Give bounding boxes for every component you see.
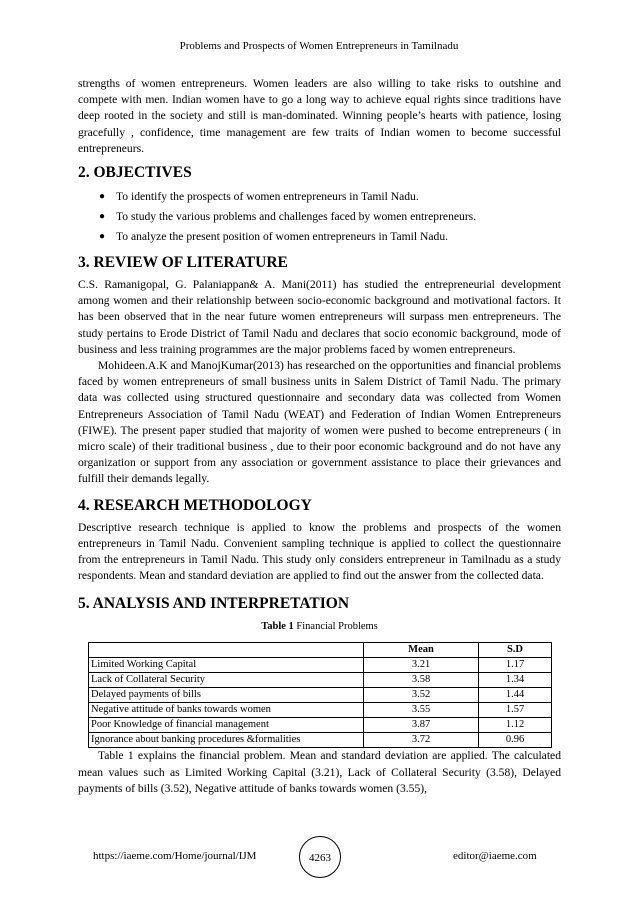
analysis-heading: 5. ANALYSIS AND INTERPRETATION <box>78 595 350 613</box>
objective-text: To study the various problems and challenges faced by women entrepreneurs. <box>116 210 477 224</box>
row-label: Ignorance about banking procedures &formalities <box>89 733 364 748</box>
objective-item <box>99 187 561 207</box>
table-row <box>89 703 552 718</box>
mean-cell: 3.52 <box>364 688 479 703</box>
mean-cell: 3.87 <box>364 718 479 733</box>
bullet-icon: ● <box>99 191 106 203</box>
column-header <box>89 643 364 658</box>
table-row <box>89 688 552 703</box>
table-row <box>89 658 552 673</box>
sd-cell: 0.96 <box>479 733 552 748</box>
column-header: S.D <box>479 643 552 658</box>
objectives-list <box>78 187 561 247</box>
bullet-icon: ● <box>99 211 106 223</box>
table-caption-title: Financial Problems <box>293 621 378 633</box>
sd-cell: 1.12 <box>479 718 552 733</box>
mean-cell: 3.55 <box>364 703 479 718</box>
page-number: 4263 <box>299 836 341 878</box>
row-label: Negative attitude of banks towards women <box>89 703 364 718</box>
table-row <box>89 673 552 688</box>
mean-cell: 3.58 <box>364 673 479 688</box>
objective-item <box>99 227 561 247</box>
table-explanation-paragraph: Table 1 explains the financial problem. Mean and standard deviation are applied. The calculated mean values such as Limited Working Capital (3.21), Lack of Collateral Security (3.58), Delayed payments of bills (3.52), Negative attitude of banks towards women (3.55), <box>78 749 561 795</box>
sd-cell: 1.57 <box>479 703 552 718</box>
journal-url-link[interactable]: https://iaeme.com/Home/journal/IJM <box>93 850 257 862</box>
running-head: Problems and Prospects of Women Entrepreneurs in Tamilnadu <box>179 40 459 52</box>
mean-cell: 3.21 <box>364 658 479 673</box>
methodology-heading: 4. RESEARCH METHODOLOGY <box>78 496 312 514</box>
page-content <box>78 76 561 797</box>
table-caption-label: Table 1 <box>261 621 294 633</box>
page-footer <box>0 836 638 876</box>
table-row <box>89 718 552 733</box>
literature-heading: 3. REVIEW OF LITERATURE <box>78 254 288 272</box>
table-row <box>89 733 552 748</box>
table-header-row <box>89 643 552 658</box>
objective-item <box>99 207 561 227</box>
literature-paragraph: Mohideen.A.K and ManojKumar(2013) has researched on the opportunities and financial problems faced by women entrepreneurs of small business units in Salem District of Tamil Nadu. The primary data was collected using structured questionnaire and secondary data was collected from Women Entrepreneurs Association of Tamil Nadu (WEAT) and Federation of Indian Women Entrepreneurs (FIWE). The present paper studied that majority of women were pushed to become entrepreneurs ( in micro scale) of their traditional business , due to their poor economic background and do not have any organization or support from any association or government assistance to place their grievances and fulfill their demands legally. <box>78 359 561 486</box>
mean-cell: 3.72 <box>364 733 479 748</box>
sd-cell: 1.34 <box>479 673 552 688</box>
table-caption <box>78 620 561 634</box>
financial-problems-table <box>88 642 552 748</box>
row-label: Limited Working Capital <box>89 658 364 673</box>
row-label: Delayed payments of bills <box>89 688 364 703</box>
methodology-paragraph: Descriptive research technique is applied to know the problems and prospects of the women entrepreneurs in Tamil Nadu. Convenient sampling technique is applied to collect the questionnaire from the entrepreneurs in Tamil Nadu. This study only considers entrepreneur in Tamilnadu as a study respondents. Mean and standard deviation are applied to find out the answer from the collected data. <box>78 520 561 583</box>
bullet-icon: ● <box>99 231 106 243</box>
intro-paragraph: strengths of women entrepreneurs. Women leaders are also willing to take risks to outshine and compete with men. Indian women have to go a long way to achieve equal rights since traditions have deep rooted in the society and still is man-dominated. Winning people’s hearts with patience, losing gracefully , confidence, time management are few traits of Indian women to become successful entrepreneurs. <box>78 77 561 155</box>
row-label: Poor Knowledge of financial management <box>89 718 364 733</box>
sd-cell: 1.44 <box>479 688 552 703</box>
objective-text: To identify the prospects of women entrepreneurs in Tamil Nadu. <box>116 190 419 204</box>
objectives-heading: 2. OBJECTIVES <box>78 164 192 182</box>
literature-paragraph: C.S. Ramanigopal, G. Palaniappan& A. Mani(2011) has studied the entrepreneurial development among women and their relationship between socio-economic background and motivational factors. It has been observed that in the near future women entrepreneurs will surpass men entrepreneurs. The study pertains to Erode District of Tamil Nadu and declares that socio economic background, mode of business and less training programmes are the major problems faced by women entrepreneurs. <box>78 278 561 356</box>
sd-cell: 1.17 <box>479 658 552 673</box>
editor-email-link[interactable]: editor@iaeme.com <box>453 850 537 862</box>
column-header: Mean <box>364 643 479 658</box>
objective-text: To analyze the present position of women entrepreneurs in Tamil Nadu. <box>116 230 449 244</box>
row-label: Lack of Collateral Security <box>89 673 364 688</box>
